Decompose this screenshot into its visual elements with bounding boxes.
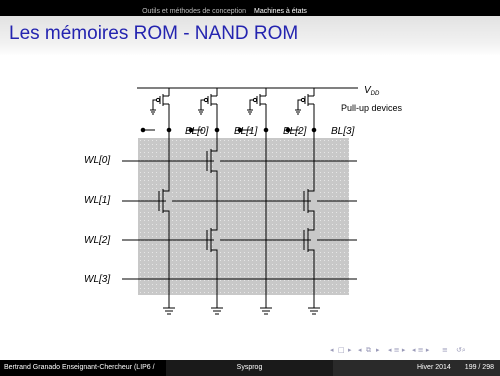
bitline-node [215,128,219,132]
nav-right-icon[interactable]: ▸ [348,346,352,354]
bitline-label: BL[1] [234,126,258,137]
header-section-left[interactable]: Outils et méthodes de conception [142,8,246,15]
nav-align-icon[interactable]: ≡ [442,346,448,354]
ground-icon [211,308,223,314]
pullup-label: Pull-up devices [341,103,403,113]
nav-subsection-left-icon[interactable]: ◂ [358,346,362,354]
ground-icon [308,308,320,314]
wordline-label: WL[1] [84,195,111,206]
nav-left-icon[interactable]: ◂ [330,346,334,354]
pullup-transistor [247,88,266,130]
footer-date: Hiver 2014 [416,364,451,371]
bitline-label: BL[3] [331,126,355,137]
bitline-label: BL[2] [283,126,307,137]
nav-frame-right-icon[interactable]: ⧉ [366,346,371,354]
pullup-transistor [150,88,169,130]
bitline-node [312,128,316,132]
vdd-label: $V_{DD}$ [364,85,380,97]
ground-symbols [163,308,320,314]
memory-array-area [138,138,349,295]
footer-course: Sysprog [166,360,333,376]
pullup-transistor [295,88,314,130]
wordline-label: WL[3] [84,274,111,285]
footer-bar [0,360,500,376]
slide-title: Les mémoires ROM - NAND ROM [9,23,299,44]
bitline-label: BL[0] [185,126,209,137]
wordline-label: WL[2] [84,235,111,246]
ground-icon [163,308,175,314]
wordline-label: WL[0] [84,155,111,166]
footer-author: Bertrand Granado Enseignant-Chercheur (LIP6 / [0,360,166,376]
ground-icon [260,308,272,314]
nav-frame-left-icon[interactable]: □ [338,346,345,354]
pullup-transistor [198,88,217,130]
footer-right [333,360,500,376]
bitline-node [167,128,171,132]
header-section-right[interactable]: Machines à états [254,8,307,15]
nav-section-right-icon[interactable]: ◂ ≡ ▸ [412,346,430,354]
footer-page-number: 199 / 298 [464,364,494,371]
bitline-node [264,128,268,132]
nav-search-icon[interactable]: ↺⌕ [456,346,466,354]
nav-subsection-right-icon[interactable]: ▸ [376,346,380,354]
pullup-devices [150,88,314,130]
nav-section-left-icon[interactable]: ◂ ≡ ▸ [388,346,406,354]
